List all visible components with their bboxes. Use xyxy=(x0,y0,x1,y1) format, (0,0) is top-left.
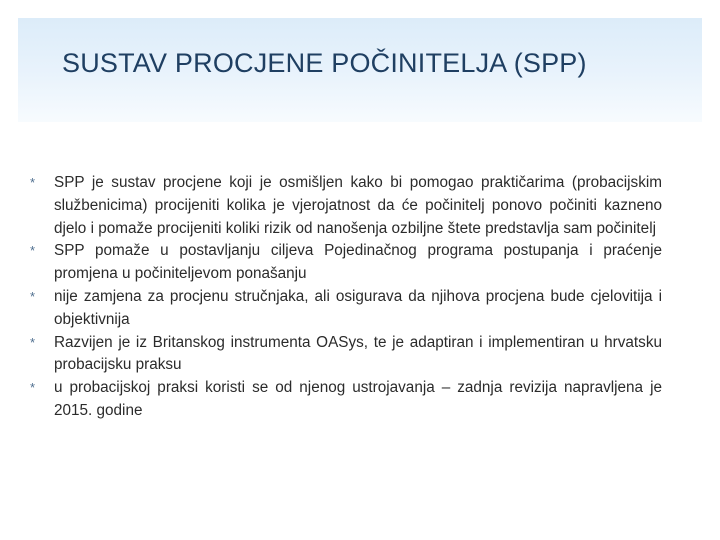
asterisk-bullet-icon: * xyxy=(30,175,36,190)
asterisk-bullet-icon: * xyxy=(30,380,36,396)
bullet-item xyxy=(30,286,662,332)
bullet-item xyxy=(30,172,662,240)
bullet-text: SPP je sustav procjene koji je osmišljen kako bi pomogao praktičarima (probacijskim službenicima) procijeniti kolika je vjerojatnost da će počinitelj ponovo počiniti kazneno djelo i pomaže procijeniti koliki rizik od nanošenja ozbiljne štete predstavlja sam počinitelj xyxy=(54,174,662,237)
bullet-list xyxy=(30,172,662,423)
bullet-item xyxy=(30,332,662,378)
bullet-text: u probacijskoj praksi koristi se od njenog ustrojavanja – zadnja revizija napravljena je 2015. godine xyxy=(54,379,662,419)
asterisk-bullet-icon: * xyxy=(30,243,36,259)
bullet-text: Razvijen je iz Britanskog instrumenta OASys, te je adaptiran i implementiran u hrvatsku probacijsku praksu xyxy=(54,333,662,374)
bullet-item xyxy=(30,240,662,286)
bullet-text: nije zamjena za procjenu stručnjaka, ali osigurava da njihova procjena bude cjelovitija i objektivnija xyxy=(54,287,662,328)
bullet-item xyxy=(30,377,662,423)
bullet-text: SPP pomaže u postavljanju ciljeva Pojedinačnog programa postupanja i praćenje promjena u počiniteljevom ponašanju xyxy=(54,242,662,283)
slide-title: SUSTAV PROCJENE POČINITELJA (SPP) xyxy=(62,48,587,78)
asterisk-bullet-icon: * xyxy=(30,334,36,350)
asterisk-bullet-icon: * xyxy=(30,288,36,304)
